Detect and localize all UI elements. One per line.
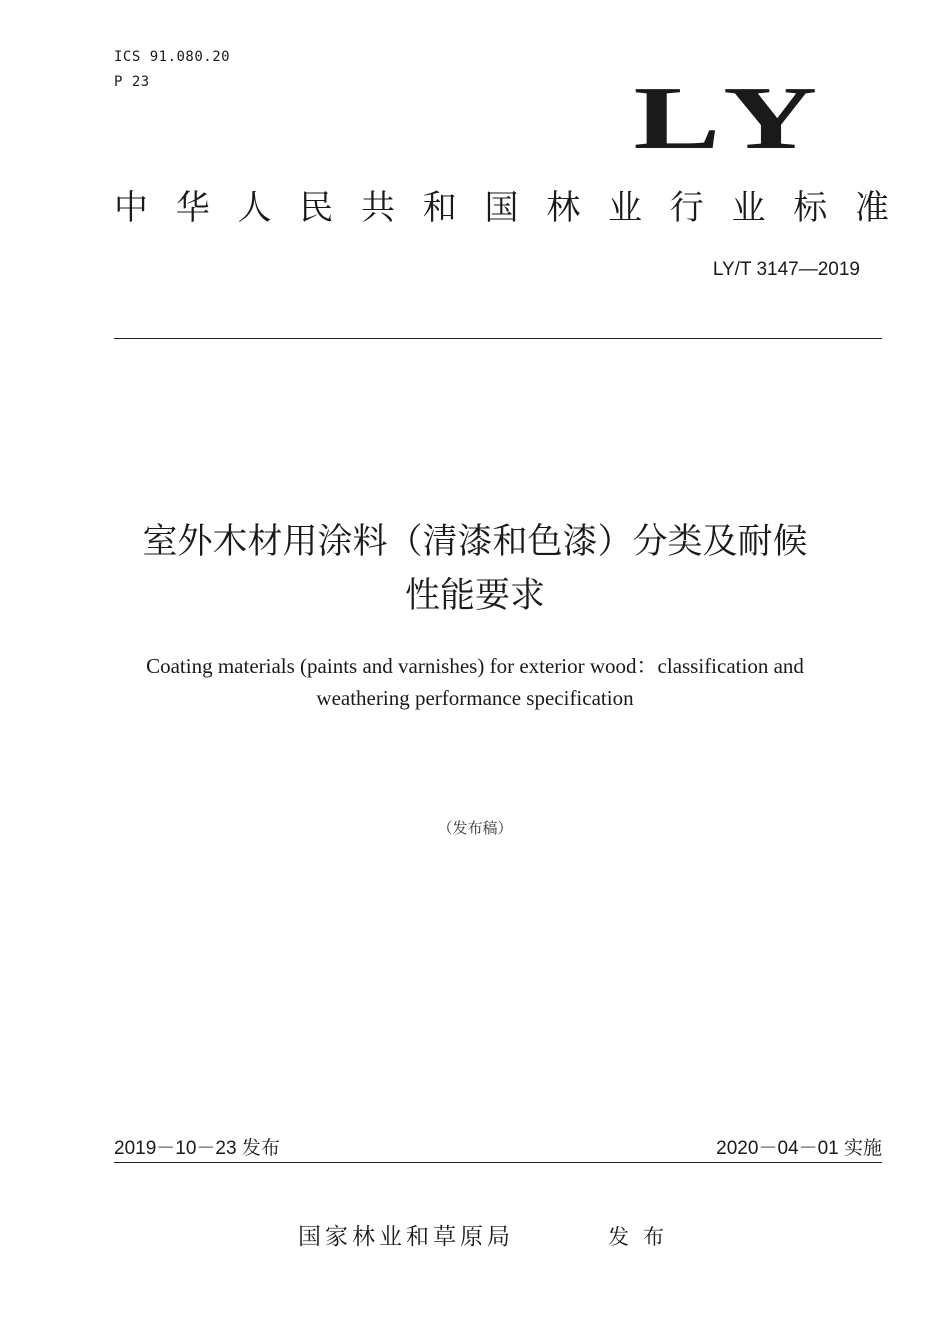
standard-name-char: 业: [608, 188, 642, 228]
ly-logo: LY: [633, 69, 832, 168]
draft-status: （发布稿）: [437, 819, 513, 837]
ics-code: ICS 91.080.20: [114, 49, 231, 65]
standard-number: LY/T 3147—2019: [712, 259, 860, 280]
standard-name-char: 人: [237, 188, 272, 228]
standard-name-char: 和: [422, 188, 457, 228]
issuing-action: 发布: [608, 1225, 678, 1249]
standard-name-char: 民: [299, 188, 334, 228]
implementation-date: 2020－04－01 实施: [716, 1138, 882, 1159]
issuing-authority: 国家林业和草原局: [298, 1224, 514, 1250]
issue-date: 2019－10－23 发布: [114, 1138, 280, 1159]
standard-name-char: 华: [175, 188, 210, 228]
top-divider: [114, 338, 882, 339]
english-title-line-1: Coating materials (paints and varnishes) for exterior wood：classification and: [146, 654, 804, 678]
standard-name-char: 业: [731, 188, 766, 228]
standard-name-char: 林: [546, 188, 581, 228]
standard-name-char: 国: [484, 188, 519, 228]
bottom-divider: [114, 1162, 882, 1163]
ccs-code: P 23: [114, 74, 150, 90]
english-title-line-2: weathering performance specification: [316, 686, 634, 710]
chinese-title-line-2: 性能要求: [404, 576, 545, 616]
standard-category-name: [114, 186, 889, 230]
standard-name-char: 准: [855, 188, 889, 228]
standard-name-char: 行: [669, 188, 704, 228]
standard-name-char: 中: [114, 188, 148, 228]
chinese-title-line-1: 室外木材用涂料（清漆和色漆）分类及耐候: [142, 522, 808, 562]
standard-name-char: 共: [361, 188, 395, 228]
standard-name-char: 标: [793, 188, 828, 228]
